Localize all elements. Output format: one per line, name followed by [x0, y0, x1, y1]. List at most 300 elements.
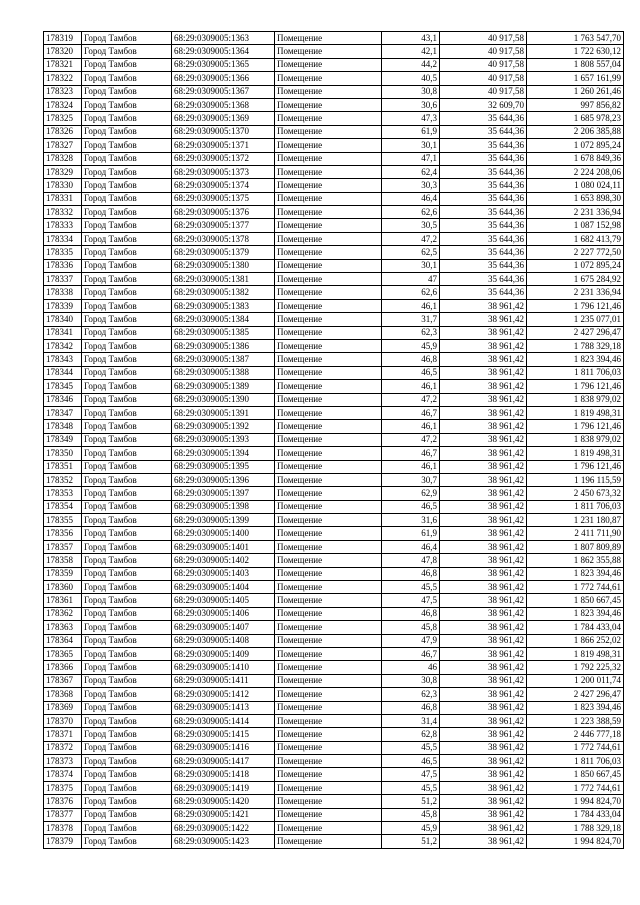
row-id-cell: 178344 — [44, 366, 82, 379]
table-row — [44, 728, 624, 741]
row-id-cell: 178330 — [44, 179, 82, 192]
row-id-cell: 178352 — [44, 473, 82, 486]
table-row — [44, 661, 624, 674]
unit-value-cell: 40 917,58 — [440, 72, 527, 85]
object-type-cell: Помещение — [275, 85, 382, 98]
area-cell: 46,8 — [382, 607, 440, 620]
row-id-cell: 178362 — [44, 607, 82, 620]
table-row — [44, 112, 624, 125]
object-type-cell: Помещение — [275, 206, 382, 219]
unit-value-cell: 38 961,42 — [440, 822, 527, 835]
unit-value-cell: 40 917,58 — [440, 45, 527, 58]
area-cell: 47,1 — [382, 152, 440, 165]
cadastral-number-cell: 68:29:0309005:1387 — [172, 353, 275, 366]
area-cell: 30,5 — [382, 219, 440, 232]
unit-value-cell: 38 961,42 — [440, 487, 527, 500]
locality-cell: Город Тамбов — [82, 112, 172, 125]
table-row — [44, 353, 624, 366]
object-type-cell: Помещение — [275, 380, 382, 393]
row-id-cell: 178346 — [44, 393, 82, 406]
cadastral-number-cell: 68:29:0309005:1389 — [172, 380, 275, 393]
unit-value-cell: 35 644,36 — [440, 125, 527, 138]
cadastral-number-cell: 68:29:0309005:1365 — [172, 58, 275, 71]
cadastral-value-cell: 2 231 336,94 — [527, 206, 624, 219]
cadastral-number-cell: 68:29:0309005:1398 — [172, 500, 275, 513]
cadastral-number-cell: 68:29:0309005:1384 — [172, 313, 275, 326]
cadastral-number-cell: 68:29:0309005:1415 — [172, 728, 275, 741]
area-cell: 30,1 — [382, 139, 440, 152]
area-cell: 31,4 — [382, 714, 440, 727]
area-cell: 40,5 — [382, 72, 440, 85]
cadastral-number-cell: 68:29:0309005:1419 — [172, 781, 275, 794]
table-row — [44, 795, 624, 808]
cadastral-number-cell: 68:29:0309005:1403 — [172, 567, 275, 580]
unit-value-cell: 38 961,42 — [440, 299, 527, 312]
table-row — [44, 755, 624, 768]
table-row — [44, 714, 624, 727]
cadastral-number-cell: 68:29:0309005:1376 — [172, 206, 275, 219]
unit-value-cell: 38 961,42 — [440, 741, 527, 754]
area-cell: 62,3 — [382, 688, 440, 701]
locality-cell: Город Тамбов — [82, 219, 172, 232]
object-type-cell: Помещение — [275, 688, 382, 701]
cadastral-value-cell: 1 260 261,46 — [527, 85, 624, 98]
table-row — [44, 206, 624, 219]
unit-value-cell: 35 644,36 — [440, 246, 527, 259]
area-cell: 30,1 — [382, 259, 440, 272]
cadastral-number-cell: 68:29:0309005:1421 — [172, 808, 275, 821]
table-row — [44, 607, 624, 620]
cadastral-number-cell: 68:29:0309005:1401 — [172, 540, 275, 553]
object-type-cell: Помещение — [275, 487, 382, 500]
row-id-cell: 178336 — [44, 259, 82, 272]
unit-value-cell: 38 961,42 — [440, 728, 527, 741]
row-id-cell: 178320 — [44, 45, 82, 58]
locality-cell: Город Тамбов — [82, 339, 172, 352]
table-row — [44, 688, 624, 701]
table-row — [44, 192, 624, 205]
object-type-cell: Помещение — [275, 554, 382, 567]
locality-cell: Город Тамбов — [82, 554, 172, 567]
locality-cell: Город Тамбов — [82, 835, 172, 848]
area-cell: 30,8 — [382, 85, 440, 98]
area-cell: 46,5 — [382, 755, 440, 768]
locality-cell: Город Тамбов — [82, 72, 172, 85]
row-id-cell: 178365 — [44, 647, 82, 660]
row-id-cell: 178360 — [44, 581, 82, 594]
cadastral-value-cell: 1 796 121,46 — [527, 420, 624, 433]
object-type-cell: Помещение — [275, 433, 382, 446]
row-id-cell: 178369 — [44, 701, 82, 714]
row-id-cell: 178350 — [44, 447, 82, 460]
unit-value-cell: 38 961,42 — [440, 755, 527, 768]
locality-cell: Город Тамбов — [82, 286, 172, 299]
unit-value-cell: 38 961,42 — [440, 433, 527, 446]
row-id-cell: 178363 — [44, 621, 82, 634]
area-cell: 46,1 — [382, 420, 440, 433]
area-cell: 46,1 — [382, 460, 440, 473]
area-cell: 51,2 — [382, 795, 440, 808]
locality-cell: Город Тамбов — [82, 755, 172, 768]
table-row — [44, 487, 624, 500]
object-type-cell: Помещение — [275, 634, 382, 647]
row-id-cell: 178367 — [44, 674, 82, 687]
locality-cell: Город Тамбов — [82, 152, 172, 165]
area-cell: 46,4 — [382, 192, 440, 205]
object-type-cell: Помещение — [275, 259, 382, 272]
row-id-cell: 178355 — [44, 514, 82, 527]
unit-value-cell: 38 961,42 — [440, 567, 527, 580]
unit-value-cell: 38 961,42 — [440, 781, 527, 794]
unit-value-cell: 35 644,36 — [440, 112, 527, 125]
cadastral-number-cell: 68:29:0309005:1400 — [172, 527, 275, 540]
row-id-cell: 178323 — [44, 85, 82, 98]
cadastral-value-cell: 2 450 673,32 — [527, 487, 624, 500]
cadastral-value-cell: 1 196 115,59 — [527, 473, 624, 486]
unit-value-cell: 35 644,36 — [440, 192, 527, 205]
locality-cell: Город Тамбов — [82, 259, 172, 272]
object-type-cell: Помещение — [275, 420, 382, 433]
cadastral-value-cell: 1 772 744,61 — [527, 581, 624, 594]
object-type-cell: Помещение — [275, 607, 382, 620]
cadastral-value-cell: 1 866 252,02 — [527, 634, 624, 647]
area-cell: 47,2 — [382, 393, 440, 406]
cadastral-number-cell: 68:29:0309005:1391 — [172, 406, 275, 419]
cadastral-value-cell: 2 427 296,47 — [527, 326, 624, 339]
locality-cell: Город Тамбов — [82, 179, 172, 192]
cadastral-value-cell: 1 678 849,36 — [527, 152, 624, 165]
cadastral-number-cell: 68:29:0309005:1410 — [172, 661, 275, 674]
area-cell: 46,8 — [382, 567, 440, 580]
locality-cell: Город Тамбов — [82, 808, 172, 821]
table-row — [44, 567, 624, 580]
locality-cell: Город Тамбов — [82, 447, 172, 460]
locality-cell: Город Тамбов — [82, 299, 172, 312]
object-type-cell: Помещение — [275, 339, 382, 352]
row-id-cell: 178372 — [44, 741, 82, 754]
unit-value-cell: 38 961,42 — [440, 339, 527, 352]
locality-cell: Город Тамбов — [82, 634, 172, 647]
area-cell: 30,3 — [382, 179, 440, 192]
object-type-cell: Помещение — [275, 661, 382, 674]
locality-cell: Город Тамбов — [82, 393, 172, 406]
table-row — [44, 232, 624, 245]
cadastral-number-cell: 68:29:0309005:1366 — [172, 72, 275, 85]
unit-value-cell: 38 961,42 — [440, 621, 527, 634]
locality-cell: Город Тамбов — [82, 420, 172, 433]
table-row — [44, 72, 624, 85]
locality-cell: Город Тамбов — [82, 661, 172, 674]
area-cell: 47,9 — [382, 634, 440, 647]
locality-cell: Город Тамбов — [82, 366, 172, 379]
cadastral-value-cell: 1 235 077,01 — [527, 313, 624, 326]
unit-value-cell: 38 961,42 — [440, 634, 527, 647]
locality-cell: Город Тамбов — [82, 326, 172, 339]
locality-cell: Город Тамбов — [82, 714, 172, 727]
unit-value-cell: 35 644,36 — [440, 152, 527, 165]
locality-cell: Город Тамбов — [82, 527, 172, 540]
row-id-cell: 178358 — [44, 554, 82, 567]
cadastral-number-cell: 68:29:0309005:1367 — [172, 85, 275, 98]
object-type-cell: Помещение — [275, 781, 382, 794]
locality-cell: Город Тамбов — [82, 540, 172, 553]
locality-cell: Город Тамбов — [82, 406, 172, 419]
unit-value-cell: 35 644,36 — [440, 273, 527, 286]
cadastral-number-cell: 68:29:0309005:1417 — [172, 755, 275, 768]
object-type-cell: Помещение — [275, 219, 382, 232]
cadastral-number-cell: 68:29:0309005:1405 — [172, 594, 275, 607]
locality-cell: Город Тамбов — [82, 246, 172, 259]
cadastral-value-cell: 1 653 898,30 — [527, 192, 624, 205]
unit-value-cell: 38 961,42 — [440, 581, 527, 594]
unit-value-cell: 38 961,42 — [440, 674, 527, 687]
row-id-cell: 178321 — [44, 58, 82, 71]
cadastral-number-cell: 68:29:0309005:1423 — [172, 835, 275, 848]
row-id-cell: 178354 — [44, 500, 82, 513]
row-id-cell: 178333 — [44, 219, 82, 232]
cadastral-value-cell: 1 080 024,11 — [527, 179, 624, 192]
table-row — [44, 701, 624, 714]
area-cell: 44,2 — [382, 58, 440, 71]
cadastral-value-cell: 1 823 394,46 — [527, 607, 624, 620]
unit-value-cell: 38 961,42 — [440, 447, 527, 460]
table-row — [44, 125, 624, 138]
cadastral-number-cell: 68:29:0309005:1380 — [172, 259, 275, 272]
cadastral-number-cell: 68:29:0309005:1397 — [172, 487, 275, 500]
locality-cell: Город Тамбов — [82, 380, 172, 393]
object-type-cell: Помещение — [275, 567, 382, 580]
object-type-cell: Помещение — [275, 473, 382, 486]
locality-cell: Город Тамбов — [82, 206, 172, 219]
cadastral-value-cell: 1 811 706,03 — [527, 755, 624, 768]
row-id-cell: 178342 — [44, 339, 82, 352]
locality-cell: Город Тамбов — [82, 567, 172, 580]
cadastral-number-cell: 68:29:0309005:1372 — [172, 152, 275, 165]
row-id-cell: 178322 — [44, 72, 82, 85]
cadastral-number-cell: 68:29:0309005:1411 — [172, 674, 275, 687]
cadastral-number-cell: 68:29:0309005:1422 — [172, 822, 275, 835]
cadastral-value-cell: 2 227 772,50 — [527, 246, 624, 259]
row-id-cell: 178341 — [44, 326, 82, 339]
locality-cell: Город Тамбов — [82, 781, 172, 794]
area-cell: 46,7 — [382, 406, 440, 419]
row-id-cell: 178375 — [44, 781, 82, 794]
object-type-cell: Помещение — [275, 406, 382, 419]
object-type-cell: Помещение — [275, 152, 382, 165]
object-type-cell: Помещение — [275, 32, 382, 45]
cadastral-value-cell: 1 819 498,31 — [527, 406, 624, 419]
cadastral-number-cell: 68:29:0309005:1416 — [172, 741, 275, 754]
object-type-cell: Помещение — [275, 165, 382, 178]
object-type-cell: Помещение — [275, 246, 382, 259]
table-row — [44, 835, 624, 848]
object-type-cell: Помещение — [275, 179, 382, 192]
cadastral-number-cell: 68:29:0309005:1382 — [172, 286, 275, 299]
row-id-cell: 178357 — [44, 540, 82, 553]
table-row — [44, 246, 624, 259]
cadastral-value-cell: 1 811 706,03 — [527, 366, 624, 379]
locality-cell: Город Тамбов — [82, 728, 172, 741]
cadastral-value-cell: 2 427 296,47 — [527, 688, 624, 701]
unit-value-cell: 35 644,36 — [440, 139, 527, 152]
cadastral-number-cell: 68:29:0309005:1408 — [172, 634, 275, 647]
cadastral-value-cell: 1 675 284,92 — [527, 273, 624, 286]
cadastral-number-cell: 68:29:0309005:1386 — [172, 339, 275, 352]
cadastral-value-cell: 1 850 667,45 — [527, 594, 624, 607]
cadastral-number-cell: 68:29:0309005:1392 — [172, 420, 275, 433]
locality-cell: Город Тамбов — [82, 822, 172, 835]
object-type-cell: Помещение — [275, 795, 382, 808]
cadastral-value-cell: 1 072 895,24 — [527, 139, 624, 152]
cadastral-number-cell: 68:29:0309005:1377 — [172, 219, 275, 232]
unit-value-cell: 38 961,42 — [440, 500, 527, 513]
cadastral-value-cell: 1 994 824,70 — [527, 795, 624, 808]
row-id-cell: 178345 — [44, 380, 82, 393]
row-id-cell: 178329 — [44, 165, 82, 178]
area-cell: 45,8 — [382, 621, 440, 634]
table-row — [44, 514, 624, 527]
object-type-cell: Помещение — [275, 447, 382, 460]
table-row — [44, 299, 624, 312]
unit-value-cell: 38 961,42 — [440, 514, 527, 527]
table-row — [44, 139, 624, 152]
locality-cell: Город Тамбов — [82, 32, 172, 45]
cadastral-number-cell: 68:29:0309005:1368 — [172, 98, 275, 111]
unit-value-cell: 38 961,42 — [440, 647, 527, 660]
cadastral-value-cell: 1 772 744,61 — [527, 781, 624, 794]
unit-value-cell: 38 961,42 — [440, 808, 527, 821]
object-type-cell: Помещение — [275, 768, 382, 781]
locality-cell: Город Тамбов — [82, 460, 172, 473]
locality-cell: Город Тамбов — [82, 85, 172, 98]
object-type-cell: Помещение — [275, 112, 382, 125]
cadastral-value-cell: 1 763 547,70 — [527, 32, 624, 45]
row-id-cell: 178376 — [44, 795, 82, 808]
cadastral-number-cell: 68:29:0309005:1375 — [172, 192, 275, 205]
unit-value-cell: 38 961,42 — [440, 380, 527, 393]
row-id-cell: 178325 — [44, 112, 82, 125]
area-cell: 46,1 — [382, 299, 440, 312]
cadastral-value-cell: 1 200 011,74 — [527, 674, 624, 687]
area-cell: 31,7 — [382, 313, 440, 326]
area-cell: 51,2 — [382, 835, 440, 848]
cadastral-number-cell: 68:29:0309005:1394 — [172, 447, 275, 460]
row-id-cell: 178374 — [44, 768, 82, 781]
table-row — [44, 165, 624, 178]
object-type-cell: Помещение — [275, 728, 382, 741]
row-id-cell: 178349 — [44, 433, 82, 446]
object-type-cell: Помещение — [275, 45, 382, 58]
cadastral-value-cell: 1 657 161,99 — [527, 72, 624, 85]
table-row — [44, 647, 624, 660]
cadastral-value-cell: 1 087 152,98 — [527, 219, 624, 232]
row-id-cell: 178327 — [44, 139, 82, 152]
table-row — [44, 621, 624, 634]
cadastral-number-cell: 68:29:0309005:1388 — [172, 366, 275, 379]
area-cell: 47,5 — [382, 768, 440, 781]
locality-cell: Город Тамбов — [82, 795, 172, 808]
cadastral-value-cell: 1 838 979,02 — [527, 433, 624, 446]
object-type-cell: Помещение — [275, 822, 382, 835]
unit-value-cell: 38 961,42 — [440, 795, 527, 808]
table-row — [44, 447, 624, 460]
row-id-cell: 178353 — [44, 487, 82, 500]
row-id-cell: 178332 — [44, 206, 82, 219]
unit-value-cell: 38 961,42 — [440, 688, 527, 701]
locality-cell: Город Тамбов — [82, 192, 172, 205]
cadastral-number-cell: 68:29:0309005:1381 — [172, 273, 275, 286]
object-type-cell: Помещение — [275, 460, 382, 473]
object-type-cell: Помещение — [275, 353, 382, 366]
area-cell: 62,9 — [382, 487, 440, 500]
area-cell: 42,1 — [382, 45, 440, 58]
table-row — [44, 326, 624, 339]
cadastral-number-cell: 68:29:0309005:1395 — [172, 460, 275, 473]
locality-cell: Город Тамбов — [82, 741, 172, 754]
table-row — [44, 420, 624, 433]
row-id-cell: 178368 — [44, 688, 82, 701]
area-cell: 46 — [382, 661, 440, 674]
object-type-cell: Помещение — [275, 98, 382, 111]
cadastral-number-cell: 68:29:0309005:1390 — [172, 393, 275, 406]
row-id-cell: 178339 — [44, 299, 82, 312]
cadastral-value-cell: 2 446 777,18 — [527, 728, 624, 741]
row-id-cell: 178373 — [44, 755, 82, 768]
property-table — [43, 31, 624, 849]
unit-value-cell: 35 644,36 — [440, 179, 527, 192]
table-row — [44, 152, 624, 165]
locality-cell: Город Тамбов — [82, 514, 172, 527]
table-row — [44, 393, 624, 406]
cadastral-number-cell: 68:29:0309005:1364 — [172, 45, 275, 58]
cadastral-value-cell: 2 231 336,94 — [527, 286, 624, 299]
area-cell: 62,3 — [382, 326, 440, 339]
locality-cell: Город Тамбов — [82, 647, 172, 660]
locality-cell: Город Тамбов — [82, 165, 172, 178]
area-cell: 62,5 — [382, 246, 440, 259]
cadastral-number-cell: 68:29:0309005:1374 — [172, 179, 275, 192]
locality-cell: Город Тамбов — [82, 139, 172, 152]
cadastral-value-cell: 1 788 329,18 — [527, 822, 624, 835]
locality-cell: Город Тамбов — [82, 58, 172, 71]
unit-value-cell: 40 917,58 — [440, 32, 527, 45]
area-cell: 62,8 — [382, 728, 440, 741]
row-id-cell: 178337 — [44, 273, 82, 286]
unit-value-cell: 35 644,36 — [440, 206, 527, 219]
area-cell: 45,5 — [382, 581, 440, 594]
object-type-cell: Помещение — [275, 72, 382, 85]
unit-value-cell: 38 961,42 — [440, 701, 527, 714]
cadastral-number-cell: 68:29:0309005:1370 — [172, 125, 275, 138]
cadastral-value-cell: 1 722 630,12 — [527, 45, 624, 58]
cadastral-number-cell: 68:29:0309005:1399 — [172, 514, 275, 527]
row-id-cell: 178378 — [44, 822, 82, 835]
row-id-cell: 178371 — [44, 728, 82, 741]
row-id-cell: 178348 — [44, 420, 82, 433]
area-cell: 47,2 — [382, 232, 440, 245]
row-id-cell: 178364 — [44, 634, 82, 647]
cadastral-number-cell: 68:29:0309005:1379 — [172, 246, 275, 259]
object-type-cell: Помещение — [275, 326, 382, 339]
area-cell: 46,1 — [382, 380, 440, 393]
area-cell: 46,8 — [382, 701, 440, 714]
object-type-cell: Помещение — [275, 621, 382, 634]
area-cell: 47,8 — [382, 554, 440, 567]
table-row — [44, 85, 624, 98]
row-id-cell: 178379 — [44, 835, 82, 848]
table-row — [44, 808, 624, 821]
table-row — [44, 634, 624, 647]
